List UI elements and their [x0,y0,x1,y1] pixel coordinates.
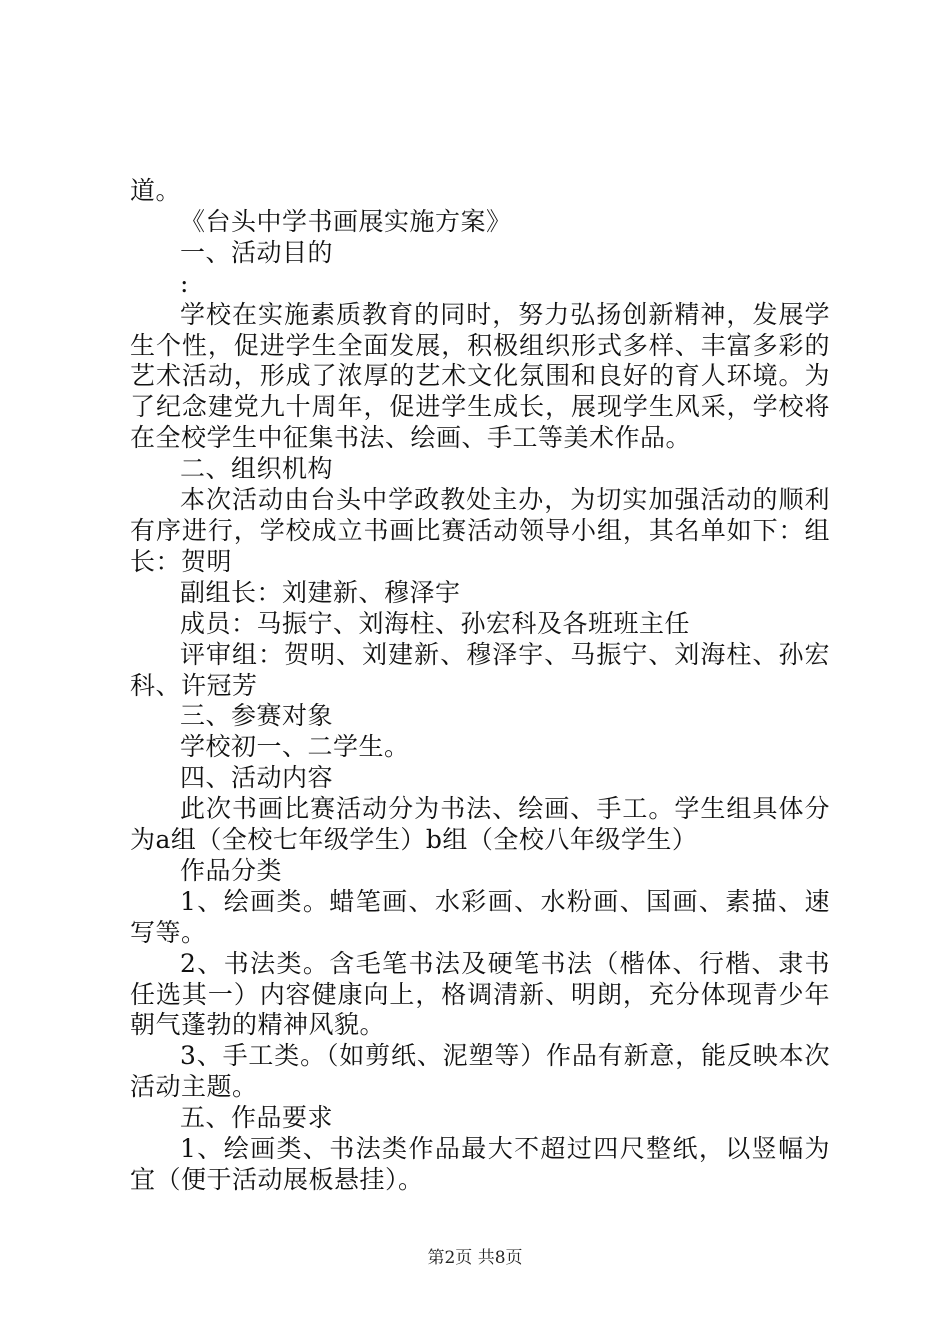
paragraph: 二、组织机构 [180,454,334,484]
paragraph: 副组长：刘建新、穆泽宇 [180,577,461,607]
paragraph: 三、参赛对象 [180,701,334,731]
paragraph: 学校初一、二学生。 [180,732,410,762]
paragraph: 学校在实施素质教育的同时，努力弘扬创新精神，发展学生个性，促进学生全面发展，积极组织形式多样、丰富多彩的艺术活动，形成了浓厚的艺术文化氛围和良好的育人环境。为了纪念建党九十周年，促进学生成长，展现学生风采，学校将在全校学生中征集书法、绘画、手工等美术作品。 [130,299,830,453]
paragraph: 四、活动内容 [180,763,334,793]
paragraph: 3、手工类。（如剪纸、泥塑等）作品有新意，能反映本次活动主题。 [130,1041,830,1102]
paragraph: : [180,268,189,298]
paragraph: 1、绘画类。蜡笔画、水彩画、水粉画、国画、素描、速写等。 [130,886,830,947]
page-footer: 第2页 共8页 [427,1248,523,1268]
document-body [130,176,830,1196]
paragraph: 本次活动由台头中学政教处主办，为切实加强活动的顺利有序进行，学校成立书画比赛活动领导小组，其名单如下：组长：贺明 [130,485,830,576]
paragraph: 《台头中学书画展实施方案》 [180,206,512,236]
paragraph: 此次书画比赛活动分为书法、绘画、手工。学生组具体分为a组（全校七年级学生）b组（全校八年级学生） [130,794,830,855]
paragraph: 作品分类 [180,855,283,885]
paragraph: 评审组：贺明、刘建新、穆泽宇、马振宁、刘海柱、孙宏科、许冠芳 [130,639,830,700]
paragraph: 一、活动目的 [180,237,334,267]
paragraph: 成员：马振宁、刘海柱、孙宏科及各班班主任 [180,608,691,638]
paragraph: 2、书法类。含毛笔书法及硬笔书法（楷体、行楷、隶书任选其一）内容健康向上，格调清新、明朗，充分体现青少年朝气蓬勃的精神风貌。 [130,948,830,1040]
paragraph: 1、绘画类、书法类作品最大不超过四尺整纸，以竖幅为宜（便于活动展板悬挂）。 [130,1134,830,1194]
paragraph: 五、作品要求 [180,1103,334,1133]
paragraph: 道。 [130,176,182,205]
